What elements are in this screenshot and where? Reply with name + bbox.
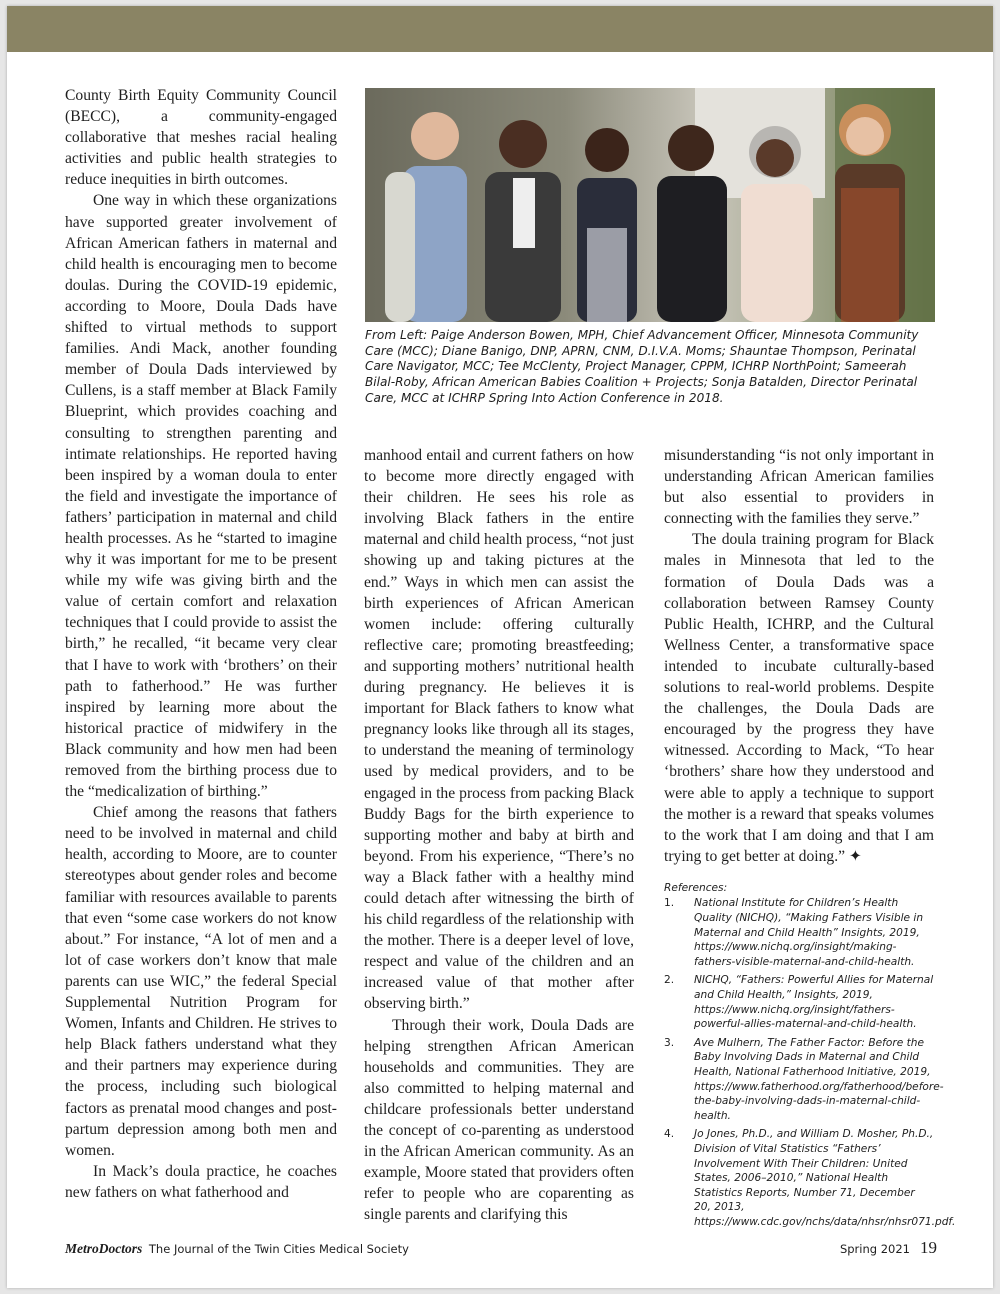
article-column-3 [664, 445, 956, 1234]
references-title: References: [664, 881, 728, 894]
reference-number: 1. [664, 897, 675, 910]
reference-number: 4. [664, 1128, 675, 1141]
reference-text: Jo Jones, Ph.D., and William D. Mosher, Ph.D., Division of Vital Statistics “Fathers’ Involvement With Their Children: United States, 2006–2010,” National Health Statistics Reports, Number 71, December 20, 2013, https://www.cdc.gov/nchs/data/nhsr/nhsr071.pdf. [694, 1128, 956, 1228]
reference-number: 3. [664, 1036, 675, 1049]
paragraph: manhood entail and current fathers on how to become more directly engaged with their children. He sees his role as involving Black fathers in the entire maternal and child health process, “not just showing up and taking pictures at the end.” Ways in which men can assist the birth experiences of African American women include: offering culturally reflective care; promoting breastfeeding; and supporting mothers’ nutritional health during pregnancy. He believes it is important for Black fathers to know what pregnancy looks like through all its stages, to understand the meaning of terminology used by medical providers, and to be engaged in the process from packing Black Buddy Bags for the birth experience to supporting mother and baby at birth and beyond. From his experience, “There’s no way a Black father with a healthy mind could detach after witnessing the birth of his child regardless of the relationship with the mother. There is a deeper level of love, respect and value of the children and an increased value of that mother after observing birth.” [364, 447, 634, 1013]
issue-date: Spring 2021 [839, 1242, 910, 1256]
reference-text: Ave Mulhern, The Father Factor: Before the Baby Involving Dads in Maternal and Child Health, National Fatherhood Initiative, 2019, https://www.fatherhood.org/fatherhood/before-the-baby-involving-dads-in-maternal-child-health. [694, 1036, 944, 1122]
references [664, 881, 956, 1230]
paragraph: The doula training program for Black males in Minnesota that led to the formation of Doula Dads was a collaboration between Ramsey County Public Health, ICHRP, and the Cultural Wellness Center, a transformative space intended to incubate culturally-based solutions to real-world problems. Despite the challenges, the Doula Dads are encouraged by the progress they have witnessed. According to Mack, “To hear ‘brothers’ share how they understood and were able to apply a technique to support the mother is a reward that speaks volumes to the work that I am doing and that I am trying to get better at doing.” ✦ [664, 531, 934, 865]
reference-number: 2. [664, 974, 675, 987]
header-color-band [7, 6, 993, 52]
photo-caption: From Left: Paige Anderson Bowen, MPH, Chief Advancement Officer, Minnesota Community Care (MCC); Diane Banigo, DNP, APRN, CNM, D.I.V.A. Moms; Shauntae Thompson, Perinatal Care Navigator, MCC; Tee McClenty, Project Manager, CPPM, ICHRP NorthPoint; Sameerah Bilal-Roby, African American Babies Coalition + Projects; Sonja Batalden, Director Perinatal Care, MCC at ICHRP Spring Into Action Conference in 2018. [365, 328, 919, 405]
references-list [664, 896, 956, 1229]
footer-issue [840, 1238, 937, 1258]
paragraph: misunderstanding “is not only important in understanding African American families but also essential to providers in connecting with the families they serve.” [664, 447, 934, 528]
paragraph: Chief among the reasons that fathers need to be involved in maternal and child health, according to Moore, are to counter stereotypes about gender roles and become familiar with resources available to parents that even “some case workers do not know about.” For instance, “A lot of men and a lot of case workers don’t know that male parents can use WIC,” the federal Special Supplemental Nutrition Program for Women, Infants and Children. He strives to help Black fathers understand what they and their partners may experience during the process, including such biological factors as prenatal mood changes and post-partum depression among both men and women. [65, 804, 337, 1159]
group-photo [365, 88, 935, 322]
page-footer [65, 1238, 937, 1260]
page-number: 19 [920, 1238, 937, 1257]
reference-text: National Institute for Children’s Health Quality (NICHQ), “Making Fathers Visible in Maternal and Child Health” Insights, 2019, https://www.nichq.org/insight/making-fathers-visible-maternal-and-child-health. [694, 897, 924, 968]
journal-brand: MetroDoctors [65, 1241, 143, 1256]
journal-name: The Journal of the Twin Cities Medical Society [148, 1242, 409, 1256]
reference-item [664, 973, 934, 1031]
reference-item [664, 1036, 944, 1124]
reference-item [664, 1127, 956, 1229]
magazine-page [7, 6, 993, 1288]
footer-journal [65, 1241, 409, 1257]
reference-text: NICHQ, “Fathers: Powerful Allies for Maternal and Child Health,” Insights, 2019, https://www.nichq.org/insight/fathers-powerful-allies-maternal-and-child-health. [694, 974, 934, 1031]
article-column-2 [364, 445, 634, 1225]
reference-item [664, 896, 934, 969]
article-column-1 [65, 85, 337, 1203]
paragraph: Through their work, Doula Dads are helping strengthen African American households and communities. They are also committed to helping maternal and childcare professionals better understand the concept of co-parenting as understood in the African American community. As an example, Moore stated that providers often refer to people who are coparenting as single parents and clarifying this [364, 1016, 634, 1224]
paragraph: One way in which these organizations have supported greater involvement of African American fathers in maternal and child health is encouraging men to become doulas. During the COVID-19 epidemic, according to Moore, Doula Dads have shifted to virtual methods to support families. Andi Mack, another founding member of Doula Dads interviewed by Cullens, is a staff member at Black Family Blueprint, which provides coaching and consulting to strengthen parenting and intimate relationships. He reported having been inspired by a woman doula to enter the field and investigate the importance of fathers’ participation in maternal and child health processes. As he “started to imagine why it was important for me to be present while my wife was giving birth and the value of certain comfort and relaxation techniques that I could provide to assist the birth,” he recalled, “it became very clear that I have to work with ‘brothers’ on their path to fatherhood.” He was further inspired by learning more about the historical practice of midwifery in the Black community and how men had been removed from the birthing process due to the “medicalization of birthing.” [65, 192, 337, 801]
paragraph: In Mack’s doula practice, he coaches new fathers on what fatherhood and [65, 1162, 337, 1201]
paragraph: County Birth Equity Community Council (BECC), a community-engaged collaborative that meshes racial healing activities and public health strategies to reduce inequities in birth outcomes. [65, 87, 337, 189]
